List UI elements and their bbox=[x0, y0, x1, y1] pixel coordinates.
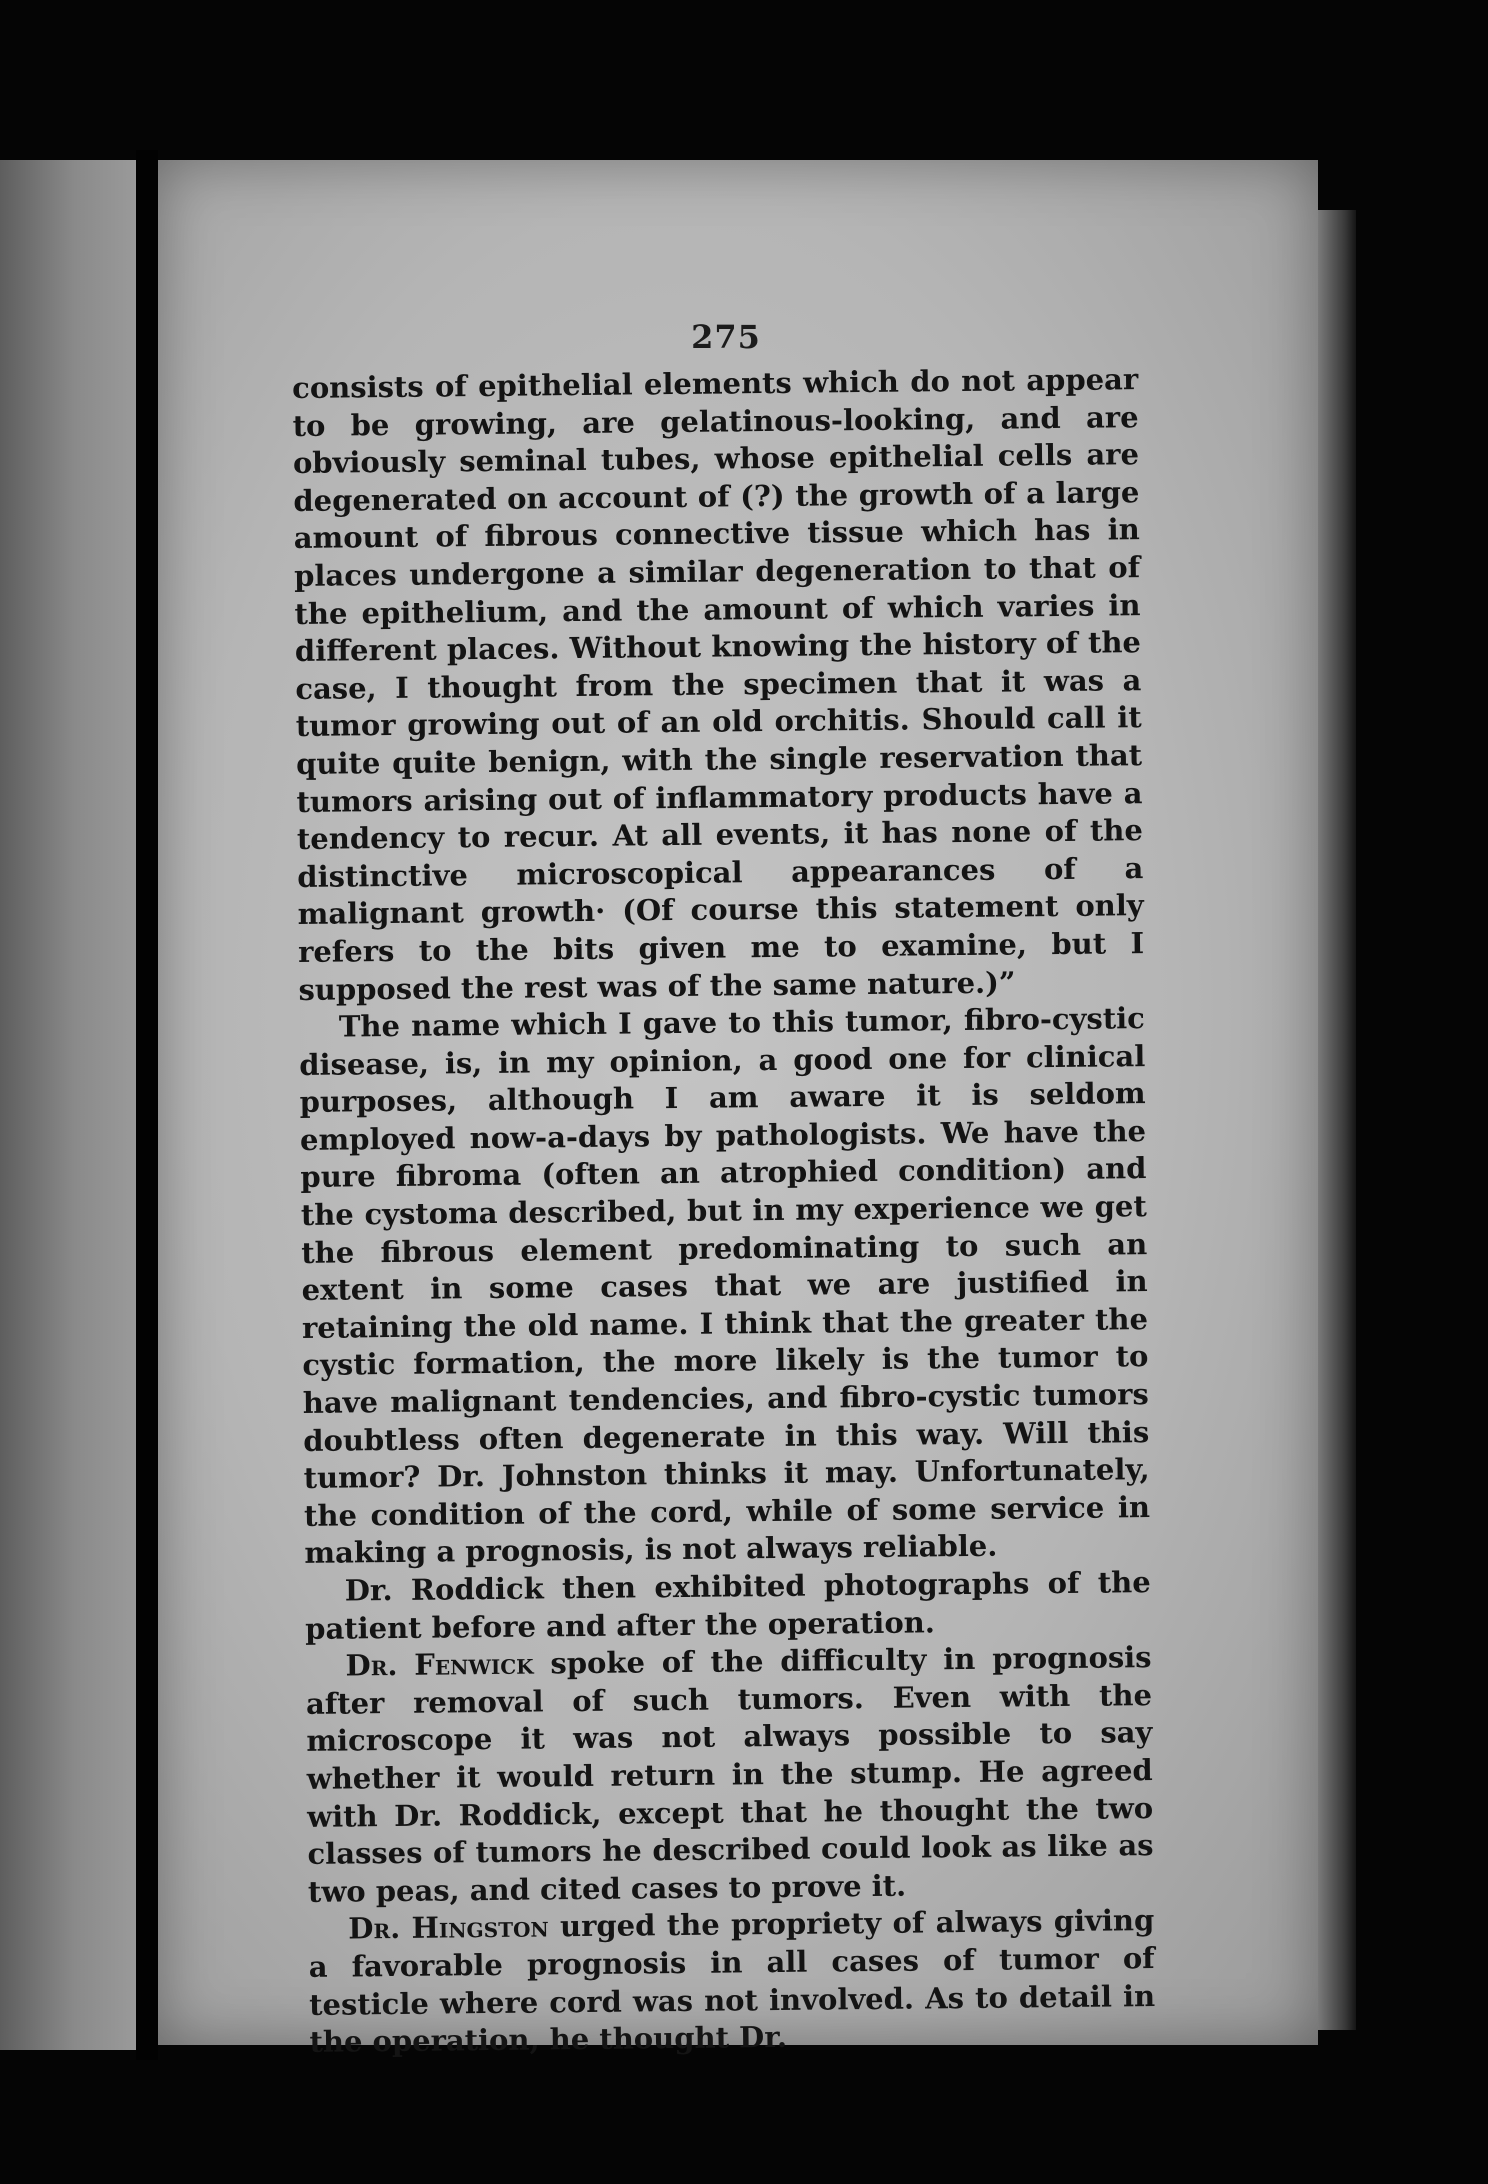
paragraph-1 bbox=[292, 361, 1145, 1009]
page-number bbox=[0, 318, 1488, 356]
paragraph-5 bbox=[308, 1902, 1156, 2061]
paragraph-4 bbox=[305, 1639, 1154, 1911]
paragraph-2 bbox=[299, 1000, 1151, 1573]
speaker-name-hingston: Dr. Hingston bbox=[348, 1909, 549, 1946]
paragraph-3-text: Dr. Roddick then exhibited photographs of the patient before and after the operation. bbox=[305, 1565, 1151, 1646]
body-text bbox=[292, 361, 1156, 2061]
page-stack-edge bbox=[1318, 210, 1356, 2030]
paragraph-3 bbox=[305, 1564, 1152, 1648]
paragraph-2-text: The name which I gave to this tumor, fibro-cystic disease, is, in my opinion, a good one for clinical purposes, although I am aware it is seldom employed now-a-days by pathologists. We have the pure fibroma (often an atrophied condition) and the cystoma described, but in my experience we get the fibrous element predominating to such an extent in some cases that we are justified in retaining the old name. I think that the greater the cystic formation, the more likely is the tumor to have malignant tendencies, and fibro-cystic tumors doubtless often degenerate in this way. Will this tumor? Dr. Johnston thinks it may. Unfortunately, the condition of the cord, while of some service in making a prognosis, is not always reliable. bbox=[299, 1001, 1151, 1571]
paragraph-4-text: spoke of the difficulty in prognosis after removal of such tumors. Even with the microscope it was not always possible to say whether it would return in the stump. He agreed with Dr. Roddick, except that he thought the two classes of tumors he described could look as like as two peas, and cited cases to prove it. bbox=[305, 1640, 1154, 1909]
facing-page-edge bbox=[0, 160, 136, 2050]
speaker-name-fenwick: Dr. Fenwick bbox=[345, 1646, 534, 1683]
paragraph-5-text: urged the propriety of always giving a favorable prognosis in all cases of tumor of testicle where cord was not involved. As to detail in the operation, he thought Dr. bbox=[308, 1903, 1156, 2060]
page-number-text: 275 bbox=[691, 318, 761, 356]
paragraph-1-text: consists of epithelial elements which do not appear to be growing, are gelatinous-looking, and are obviously seminal tubes, whose epithelial cells are degenerated on account of (?) the growth of a large amount of fibrous connective tissue which has in places undergone a similar degeneration to that of the epithelium, and the amount of which varies in different places. Without knowing the history of the case, I thought from the specimen that it was a tumor growing out of an old orchitis. Should call it quite quite benign, with the single reservation that tumors arising out of inflammatory products have a tendency to recur. At all events, it has none of the distinctive microscopical appearances of a malignant growth· (Of course this statement only refers to the bits given me to examine, but I supposed the rest was of the same nature.)” bbox=[292, 362, 1145, 1007]
book-gutter bbox=[136, 150, 158, 2060]
